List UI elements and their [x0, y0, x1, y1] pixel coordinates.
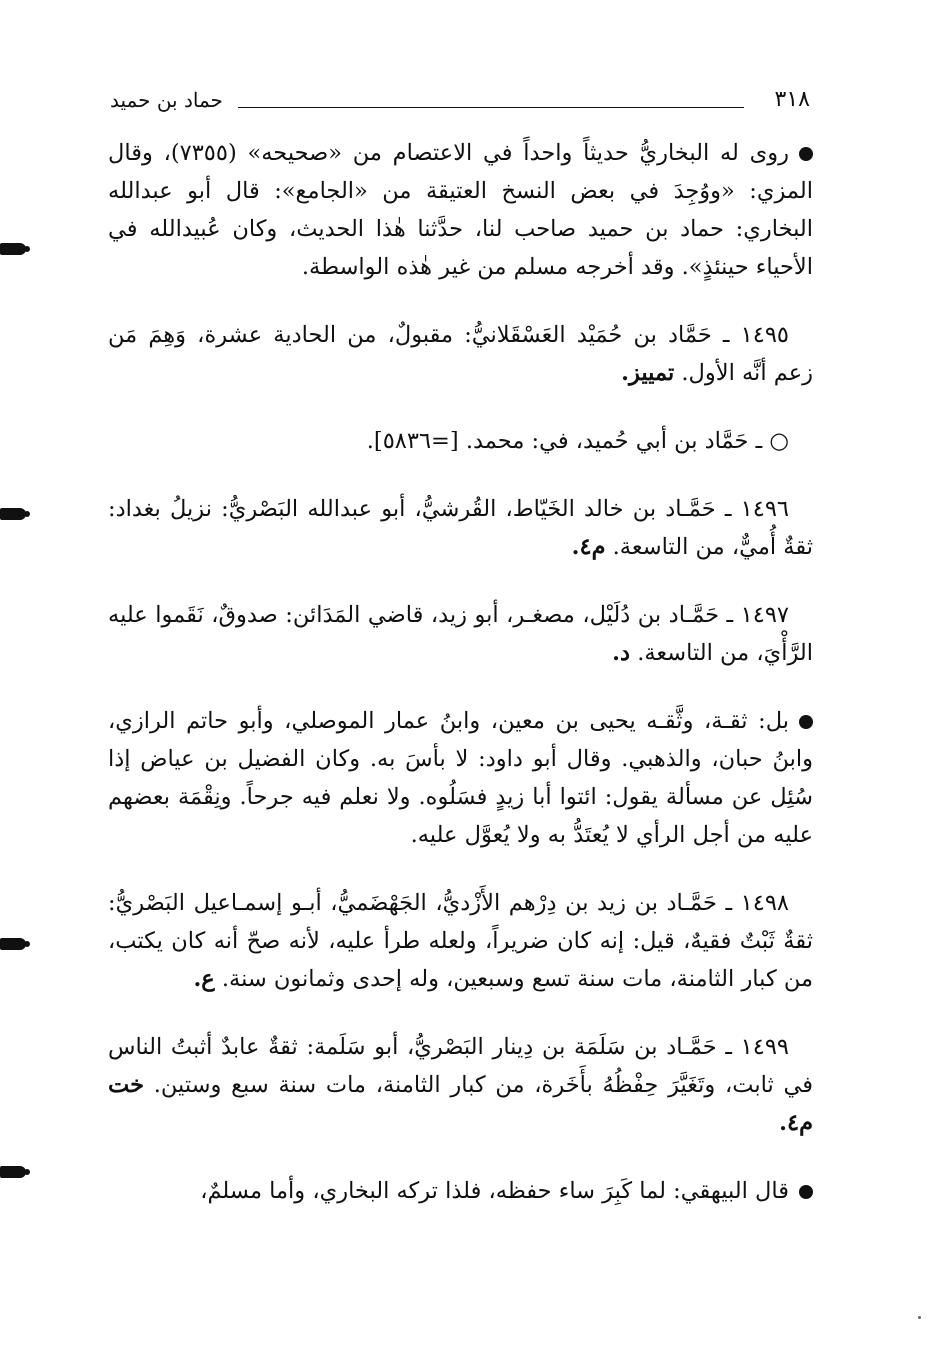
- bullet-icon: [799, 147, 813, 161]
- page-number: ٣١٨: [774, 87, 810, 112]
- bullet-icon: [799, 1185, 813, 1199]
- entry-1496: ١٤٩٦ ـ حَمَّـاد بن خالد الخَيّاط، القُرشيُّ، أبو عبدالله البَصْريُّ: نزيلُ بغداد: ثقةٌ أُميٌّ، من التاسعة. م٤.: [108, 496, 813, 560]
- header-rule: [238, 107, 744, 108]
- page-header: [110, 88, 810, 114]
- entry-1499: ١٤٩٩ ـ حَمَّـاد بن سَلَمَة بن دِينار البَصْريُّ، أبو سَلَمة: ثقةٌ عابدٌ أثبتُ الناس في ثابت، وتَغَيَّرَ حِفْظُهُ بأَخَرة، من كبار الثامنة، مات سنة سبع وستين. خت م٤.: [108, 1034, 813, 1136]
- margin-mark: [0, 508, 26, 520]
- entry-1498: ١٤٩٨ ـ حَمَّـاد بن زيد بن دِرْهم الأَزْديُّ، الجَهْضَميُّ، أبـو إسمـاعيل البَصْريُّ: ثقةٌ ثَبْتٌ فقيهٌ، قيل: إنه كان ضريراً، ولعله طرأ عليه، لأنه صحّ أنه كان يكتب، من كبار الثامنة، مات سنة تسع وسبعين، وله إحدى وثمانون سنة. ع.: [108, 890, 813, 992]
- entry-tag: تمييز.: [621, 360, 675, 386]
- note-paragraph: بل: ثقـة، وثَّقـه يحيى بن معين، وابنُ عمار الموصلي، وأبو حاتم الرازي، وابنُ حبان، والذهبي. وقال أبو داود: لا بأسَ به. وكان الفضيل بن عياض إذا سُئِل عن مسألة يقول: ائتوا أبا زيدٍ فسَلُوه. ولا نعلم فيه جرحاً. ونِقْمَة بعضهم عليه من أجل الرأي لا يُعتَدُّ به ولا يُعوَّل عليه.: [108, 708, 813, 848]
- note-paragraph: روى له البخاريُّ حديثاً واحداً في الاعتصام من «صحيحه» (٧٣٥٥)، وقال المزي: «ووُجِدَ في بعض النسخ العتيقة من «الجامع»: قال أبو عبدالله البخاري: حماد بن حميد صاحب لنا، حدَّثنا هٰذا الحديث، وكان عُبيدالله في الأحياء حينئذٍ». وقد أخرجه مسلم من غير هٰذه الواسطة.: [108, 140, 813, 280]
- entry-tag: د.: [612, 640, 631, 666]
- margin-mark: [0, 1166, 26, 1178]
- note-paragraph: قال البيهقي: لما كَبِرَ ساء حفظه، فلذا تركه البخاري، وأما مسلمٌ،: [108, 1172, 813, 1210]
- entry-tag: م٤.: [571, 534, 606, 560]
- running-title: حماد بن حميد: [110, 88, 223, 112]
- circle-marker-icon: ○: [769, 428, 789, 454]
- page-body: [108, 134, 813, 1210]
- entry-tag: ع.: [193, 966, 215, 992]
- margin-mark: [0, 938, 26, 950]
- entry-1495: ١٤٩٥ ـ حَمَّاد بن حُمَيْد العَسْقَلانيُّ: مقبولٌ، من الحادية عشرة، وَهِمَ مَن زعم أنَّه الأول. تمييز.: [108, 322, 813, 386]
- cross-reference-entry: ○ ـ حَمَّاد بن أبي حُميد، في: محمد. [=٥٨٣٦].: [366, 428, 789, 454]
- scan-speck: [918, 1316, 921, 1319]
- entry-tag: خت م٤.: [108, 1072, 813, 1136]
- margin-mark: [0, 243, 26, 255]
- bullet-icon: [799, 715, 813, 729]
- entry-1497: ١٤٩٧ ـ حَمَّـاد بن دُلَيْل، مصغـر، أبو زيد، قاضي المَدَائن: صدوقٌ، نَقَموا عليه الرَّأْيَ، من التاسعة. د.: [108, 602, 813, 666]
